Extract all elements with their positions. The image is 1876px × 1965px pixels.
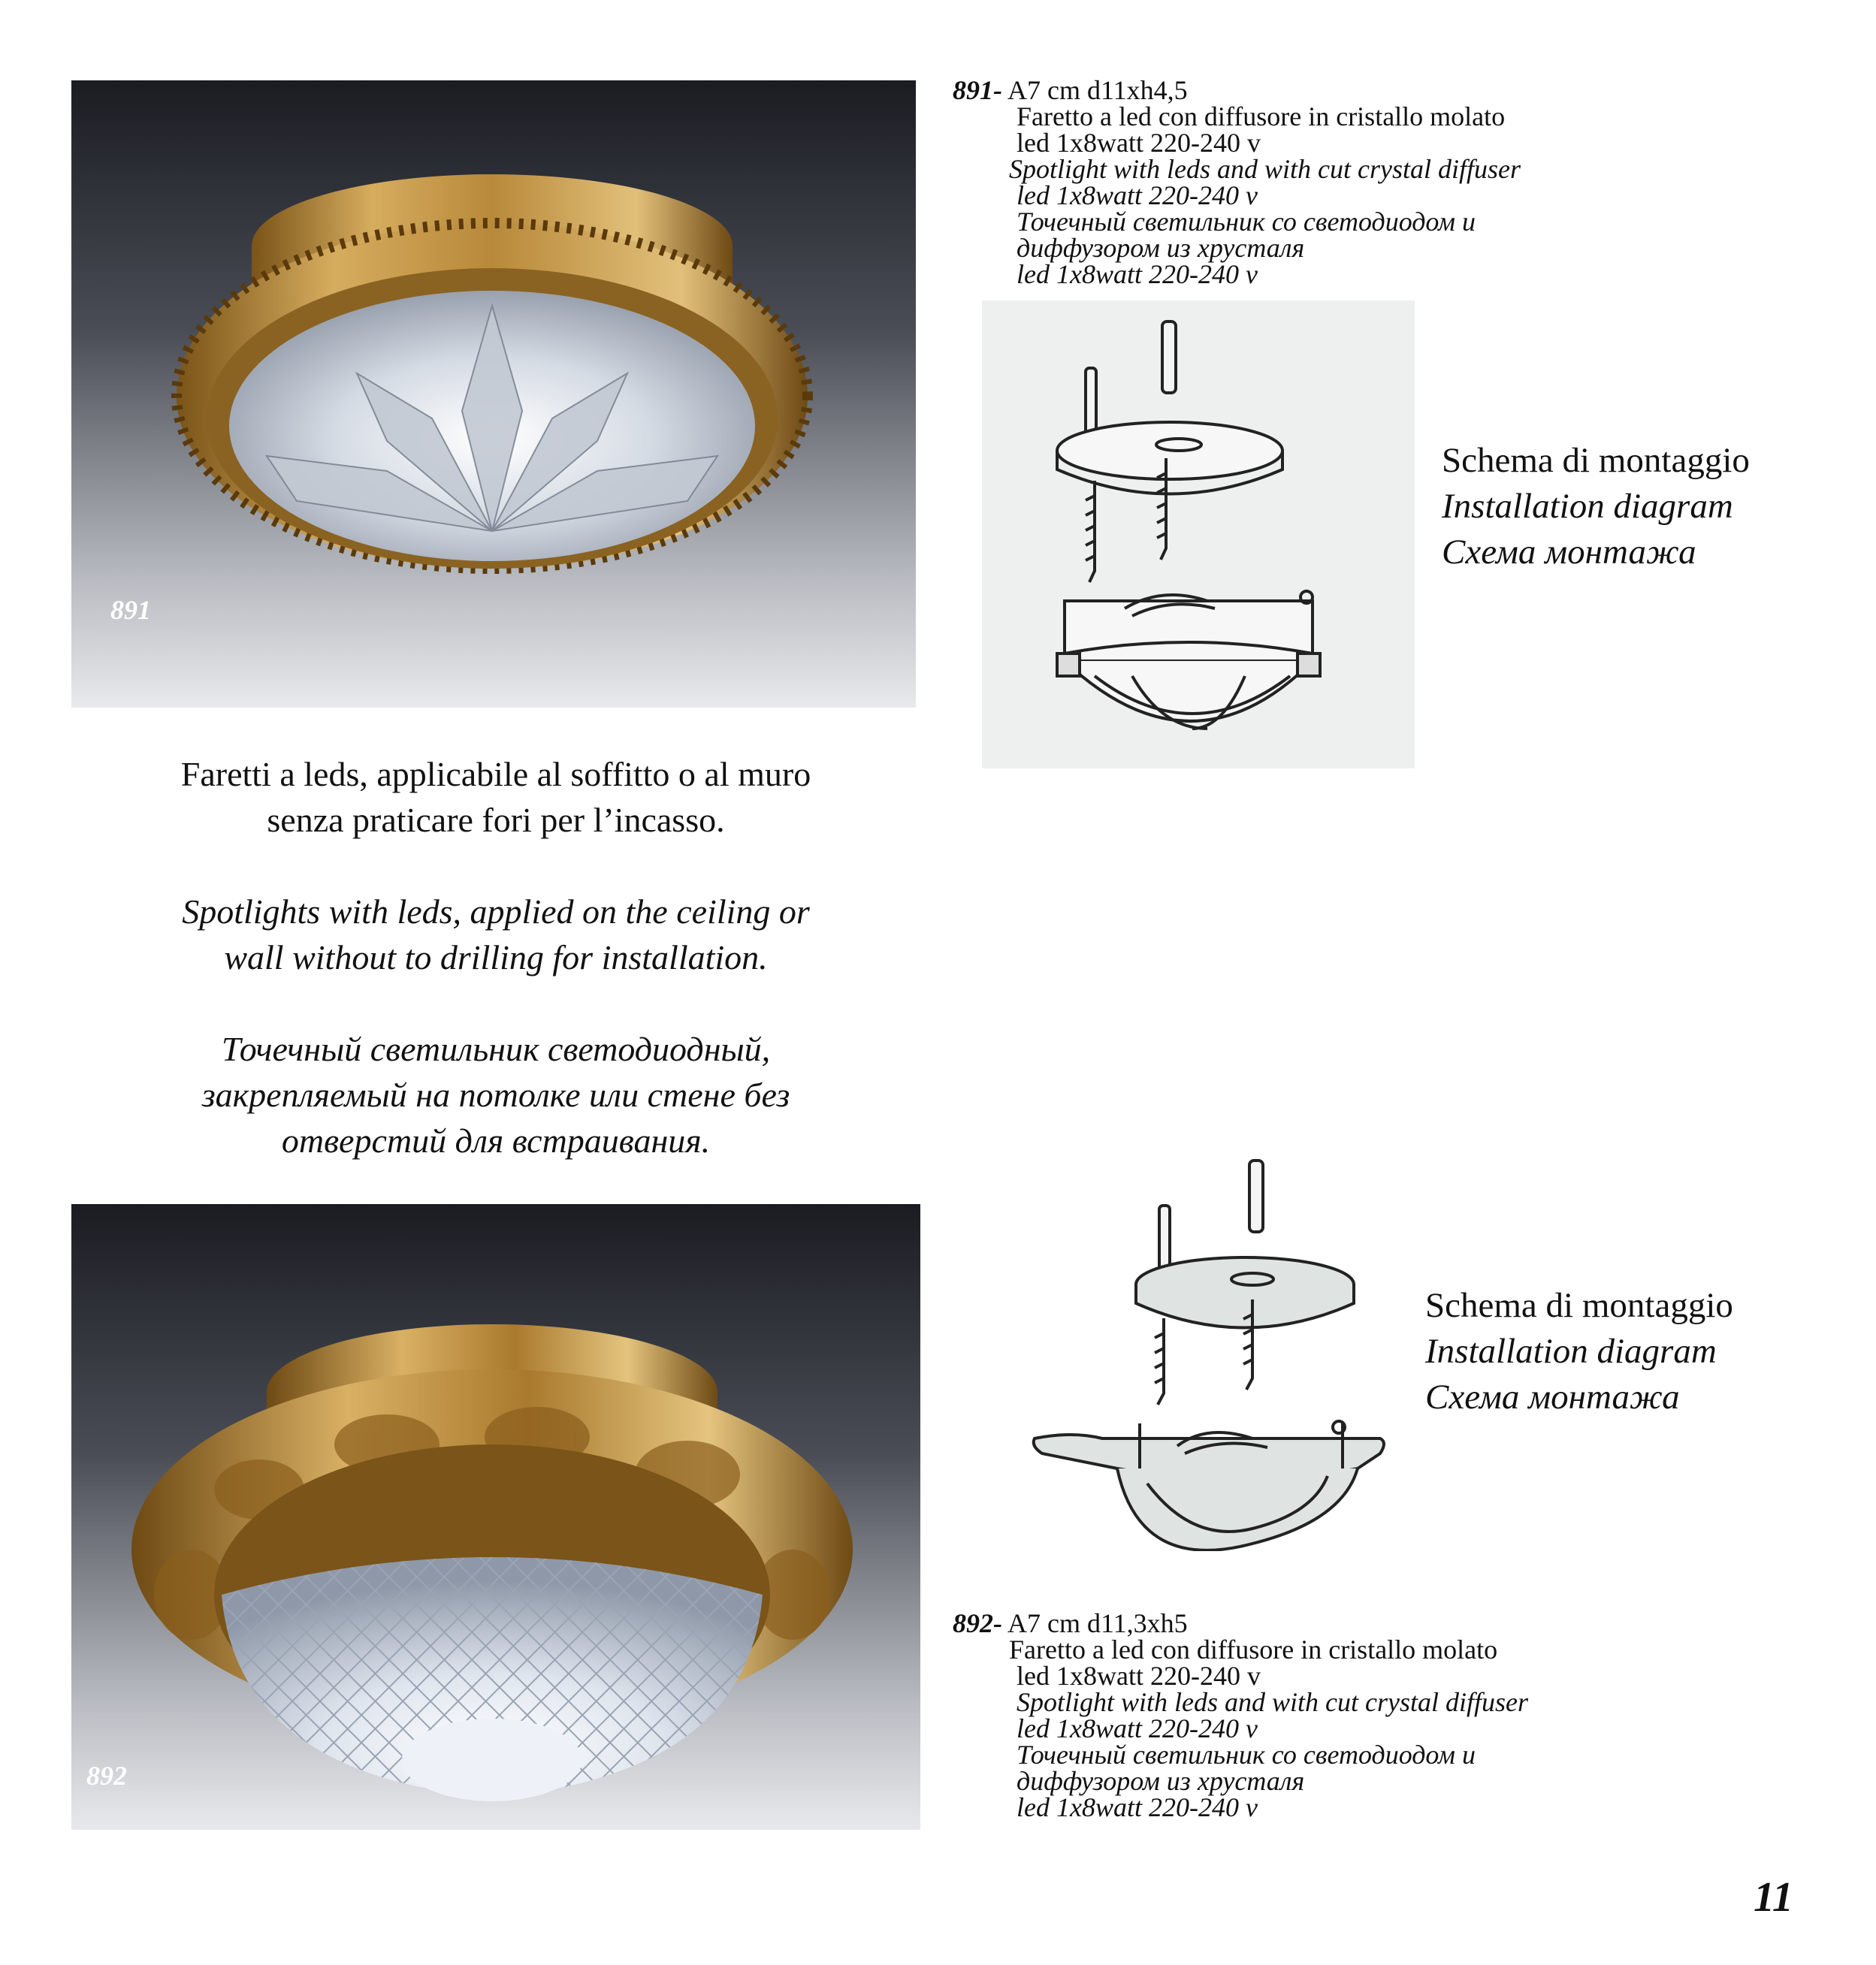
photo-label-891: 891 — [110, 595, 151, 625]
specs-891-line-1 — [953, 77, 1521, 104]
spec-power-it-892: led 1x8watt 220-240 v — [1017, 1661, 1261, 1691]
installation-diagram-891 — [982, 300, 1415, 768]
description-ru-2: закрепляемый на потолке или стене без — [201, 1076, 790, 1114]
schema-title-en-1: Installation diagram — [1442, 487, 1733, 526]
mounting-diagram-891-drawing — [982, 300, 1415, 768]
schema-title-it-2: Schema di montaggio — [1425, 1286, 1733, 1325]
dimensions-891: A7 cm d11xh4,5 — [1007, 75, 1188, 105]
spec-ru2-892: диффузором из хрусталя — [1017, 1766, 1305, 1796]
spec-power-ru-891: led 1x8watt 220-240 v — [1017, 259, 1258, 289]
description-ru-3: отверстий для встраивания. — [281, 1121, 711, 1160]
schema-title-ru-2: Схема монтажа — [1425, 1378, 1680, 1417]
description-en-2: wall without to drilling for installation. — [224, 938, 768, 976]
schema-title-en-2: Installation diagram — [1425, 1332, 1717, 1371]
description-gap-2 — [116, 980, 875, 1026]
spec-ru2-891: диффузором из хрусталя — [1017, 233, 1305, 263]
description-it-1: Faretti a leds, applicabile al soffitto o al muro — [180, 755, 811, 793]
description-ru-1: Точечный светильник светодиодный, — [221, 1030, 771, 1068]
product-photo-892 — [71, 1204, 920, 1830]
installation-diagram-892 — [1027, 1153, 1395, 1551]
spec-power-en-892: led 1x8watt 220-240 v — [1017, 1713, 1258, 1743]
lamp-891-illustration — [71, 80, 916, 708]
spec-en-892: Spotlight with leds and with cut crystal diffuser — [1017, 1687, 1528, 1717]
description-en-1: Spotlights with leds, applied on the ceiling or — [182, 892, 810, 931]
spec-ru-891: Точечный светильник со светодиодом и — [1017, 207, 1476, 237]
product-code-892: 892- — [953, 1608, 1002, 1638]
spec-power-ru-892: led 1x8watt 220-240 v — [1017, 1792, 1258, 1822]
schema-label-2 — [1425, 1283, 1733, 1420]
specs-891 — [953, 77, 1521, 288]
spec-en-891: Spotlight with leds and with cut crystal diffuser — [1009, 154, 1521, 184]
photo-label-892: 892 — [86, 1761, 127, 1791]
spec-it-892: Faretto a led con diffusore in cristallo molato — [1009, 1634, 1498, 1665]
spec-power-it-891: led 1x8watt 220-240 v — [1017, 128, 1261, 158]
dimensions-892: A7 cm d11,3xh5 — [1007, 1608, 1188, 1638]
lamp-892-illustration — [71, 1204, 920, 1830]
schema-title-ru-1: Схема монтажа — [1442, 533, 1696, 572]
specs-892 — [953, 1610, 1528, 1821]
page-number: 11 — [1754, 1874, 1793, 1921]
description-it-2: senza praticare fori per l’incasso. — [267, 801, 725, 839]
product-code-891: 891- — [953, 75, 1002, 105]
description-gap-1 — [116, 843, 875, 889]
spec-it-891: Faretto a led con diffusore in cristallo molato — [1017, 101, 1506, 131]
description — [116, 751, 875, 1164]
schema-label-1 — [1442, 438, 1750, 575]
spec-ru-892: Точечный светильник со светодиодом и — [1017, 1740, 1476, 1770]
mounting-diagram-892-drawing — [1027, 1153, 1395, 1551]
product-photo-891 — [71, 80, 916, 708]
schema-title-it-1: Schema di montaggio — [1442, 441, 1750, 480]
specs-892-line-1 — [953, 1610, 1528, 1637]
spec-power-en-891: led 1x8watt 220-240 v — [1017, 180, 1258, 210]
